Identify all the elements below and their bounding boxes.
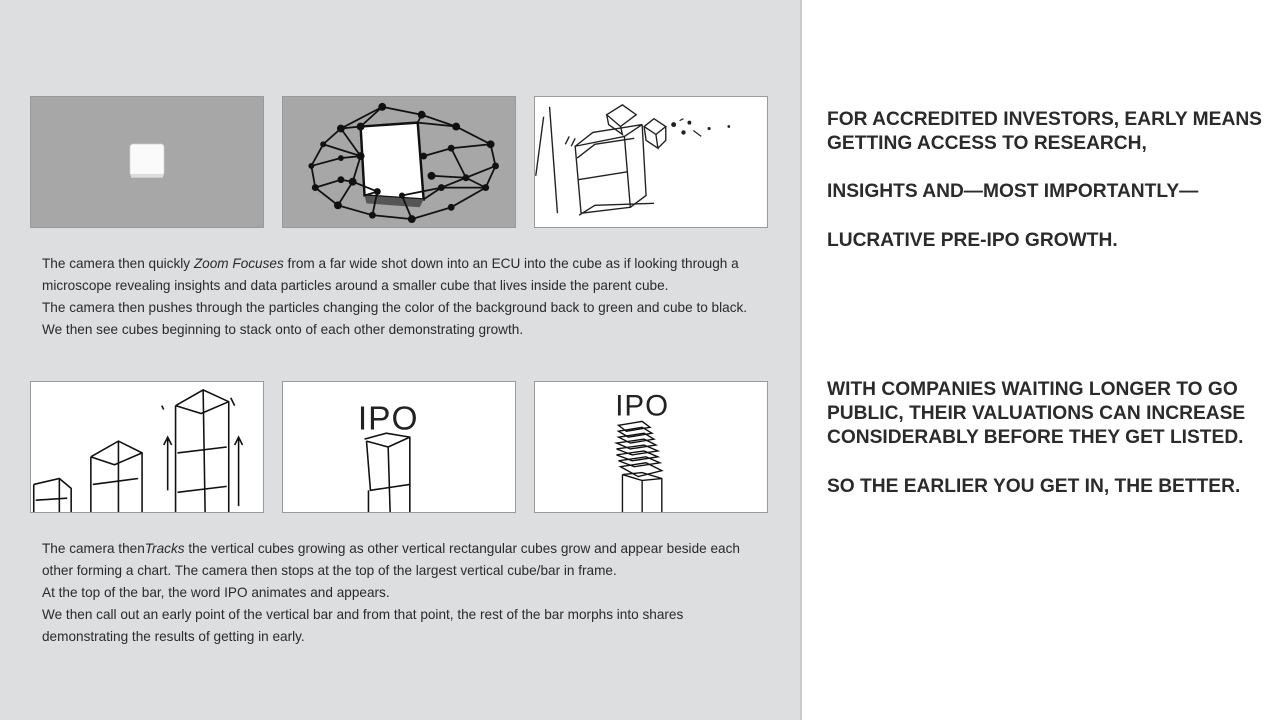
- scene-2-paragraph-3: We then call out an early point of the vertical bar and from that point, the rest of the bar morphs into shares demonstrating the results of getting in early.: [42, 607, 684, 644]
- cube-sketch-icon: [31, 97, 263, 227]
- scene-1-paragraph-2: The camera then pushes through the particles changing the color of the background back to green and cube to black.: [42, 300, 748, 315]
- copy-1-line-2: INSIGHTS AND—MOST IMPORTANTLY—: [827, 181, 1199, 203]
- stacking-cubes-sketch-icon: [535, 97, 767, 227]
- ipo-shares-sketch-icon: [535, 382, 767, 512]
- copy-2-line-1: WITH COMPANIES WAITING LONGER TO GO PUBLIC, THEIR VALUATIONS CAN INCREASE CONSIDERABLY BEFORE THEY GET LISTED.: [827, 379, 1246, 449]
- storyboard-frame-ipo-bar: [282, 381, 516, 513]
- storyboard-frame-cube: [30, 96, 264, 228]
- copy-block-1: [827, 108, 1267, 253]
- particle-network-sketch-icon: [283, 97, 515, 227]
- scene-description-1: [42, 253, 772, 341]
- scene-2-paragraph-2: At the top of the bar, the word IPO animates and appears.: [42, 585, 390, 600]
- scene-1-paragraph-3: We then see cubes beginning to stack onto of each other demonstrating growth.: [42, 322, 524, 337]
- storyboard-frame-ipo-shares: [534, 381, 768, 513]
- growing-bars-sketch-icon: [31, 382, 263, 512]
- copy-block-2: [827, 378, 1267, 499]
- scene-1-paragraph-1: The camera then quickly Zoom Focuses from a far wide shot down into an ECU into the cube as if looking through a microscope revealing insights and data particles around a smaller cube that lives inside the parent cube.: [42, 256, 739, 293]
- copy-2-line-2: SO THE EARLIER YOU GET IN, THE BETTER.: [827, 475, 1241, 497]
- storyboard-frame-stacking: [534, 96, 768, 228]
- copy-1-line-1: FOR ACCREDITED INVESTORS, EARLY MEANS GETTING ACCESS TO RESEARCH,: [827, 109, 1262, 155]
- scene-2-paragraph-1: The camera thenTracks the vertical cubes growing as other vertical rectangular cubes grow and appear beside each other forming a chart. The camera then stops at the top of the largest vertical cube/bar in frame.: [42, 541, 740, 578]
- copy-panel: [802, 0, 1280, 720]
- ipo-label: IPO: [357, 400, 419, 438]
- storyboard-frame-growing-bars: [30, 381, 264, 513]
- scene-description-2: [42, 538, 772, 648]
- ipo-bar-sketch-icon: [283, 382, 515, 512]
- storyboard-frame-particles: [282, 96, 516, 228]
- copy-1-line-3: LUCRATIVE PRE-IPO GROWTH.: [827, 229, 1118, 251]
- ipo-label-2: IPO: [615, 389, 670, 423]
